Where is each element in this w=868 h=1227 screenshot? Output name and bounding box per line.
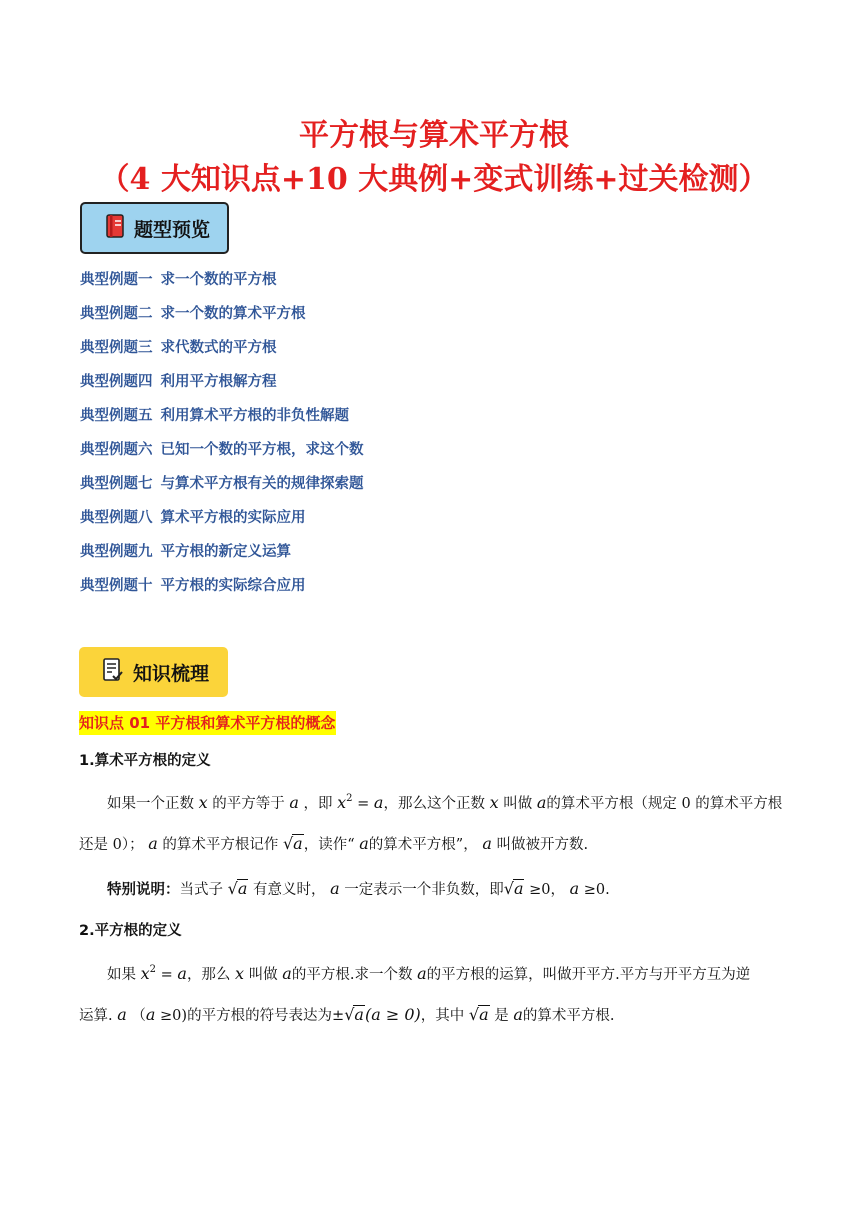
list-item: 典型例题十 平方根的实际综合应用	[80, 578, 306, 594]
knowledge-point-heading: 知识点 01 平方根和算术平方根的概念	[79, 711, 336, 735]
list-item: 典型例题八 算术平方根的实际应用	[80, 510, 306, 526]
paragraph-line: 还是 0）； a 的算术平方根记作 √a，读作“ a的算术平方根”， a 叫做被开方数.	[79, 834, 589, 853]
note-line: 特别说明：当式子 √a 有意义时， a 一定表示一个非负数，即√a ≥0， a ≥0.	[107, 879, 610, 898]
knowledge-badge	[79, 647, 228, 697]
preview-badge	[80, 202, 229, 254]
list-item: 典型例题五 利用算术平方根的非负性解题	[80, 408, 349, 424]
list-item: 典型例题一 求一个数的平方根	[80, 272, 277, 288]
list-item: 典型例题四 利用平方根解方程	[80, 374, 277, 390]
list-item: 典型例题七 与算术平方根有关的规律探索题	[80, 476, 364, 492]
list-item: 典型例题九 平方根的新定义运算	[80, 544, 291, 560]
page-title: 平方根与算术平方根	[299, 118, 569, 153]
list-item: 典型例题六 已知一个数的平方根，求这个数	[80, 442, 364, 458]
page-subtitle: （4 大知识点+10 大典例+变式训练+过关检测）	[99, 162, 769, 197]
list-item: 典型例题三 求代数式的平方根	[80, 340, 277, 356]
paragraph-line: 如果 $x^2 = a$，那么 x 叫做 a的平方根.求一个数 a的平方根的运算，叫做开平方.平方与开平方互为逆	[107, 964, 751, 983]
knowledge-badge-label: 知识梳理	[133, 662, 210, 685]
checklist-icon	[101, 657, 125, 688]
section-heading: 2.平方根的定义	[79, 923, 182, 939]
paragraph-line: 运算. a （a ≥0)的平方根的符号表达为±√a(a ≥ 0)，其中 √a 是 a的算术平方根.	[79, 1005, 615, 1024]
paragraph-line: 如果一个正数 x 的平方等于 a ，即 $x^2 = a$，那么这个正数 x 叫做 a的算术平方根（规定 0 的算术平方根	[107, 793, 783, 812]
book-icon	[104, 213, 126, 244]
preview-badge-label: 题型预览	[134, 218, 211, 241]
example-list	[80, 269, 364, 609]
list-item: 典型例题二 求一个数的算术平方根	[80, 306, 306, 322]
section-heading: 1.算术平方根的定义	[79, 753, 211, 769]
